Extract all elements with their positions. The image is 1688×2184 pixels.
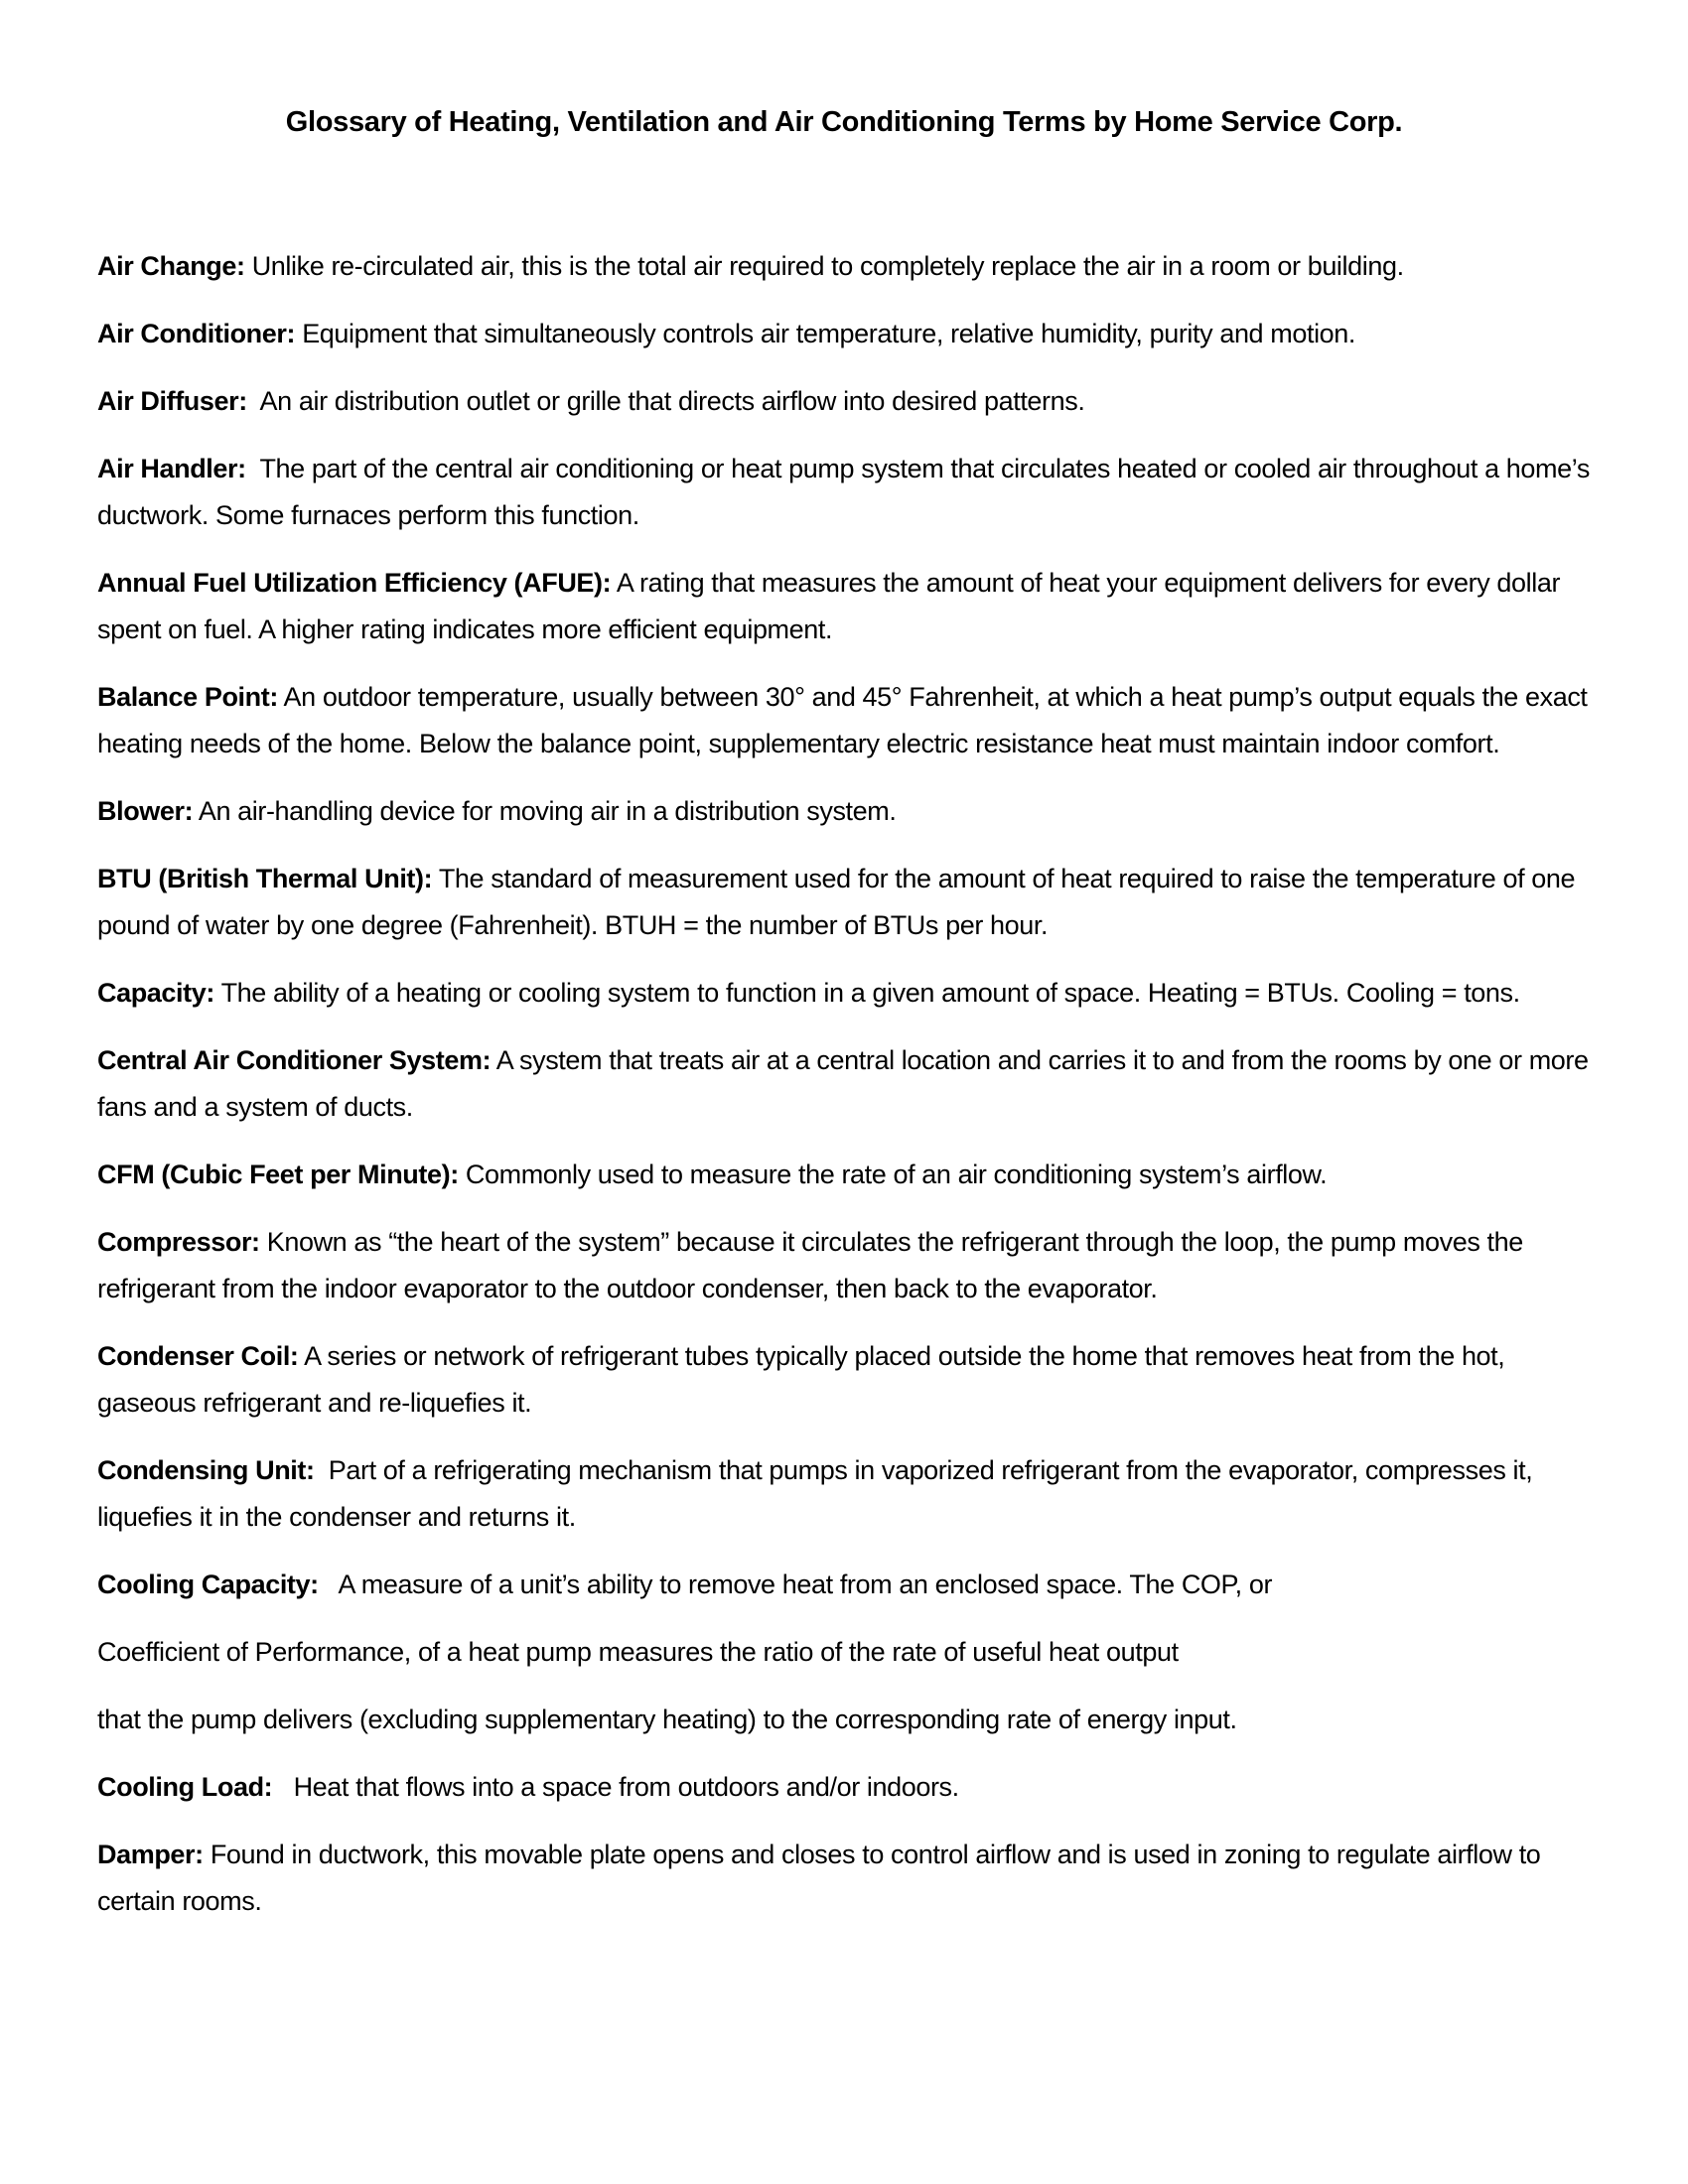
glossary-term: Air Change: [97,251,245,281]
glossary-term: BTU (British Thermal Unit): [97,864,433,893]
glossary-entry [97,243,1591,290]
glossary-entry [97,1447,1591,1541]
glossary-definition: An outdoor temperature, usually between 30° and 45° Fahrenheit, at which a heat pump’s output equals the exact heating needs of the home. Below the balance point, supplementary electric resistance heat must maintain indoor comfort. [97,682,1595,758]
glossary-definition: A system that treats air at a central location and carries it to and from the rooms by one or more fans and a system of ducts. [97,1045,1596,1122]
glossary-definition: The part of the central air conditioning or heat pump system that circulates heated or cooled air throughout a home’s ductwork. Some furnaces perform this function. [97,454,1598,530]
glossary-entry [97,446,1598,539]
glossary-definition: Coefficient of Performance, of a heat pump measures the ratio of the rate of useful heat output [97,1637,1179,1667]
glossary-entry [97,1697,1591,1743]
glossary-definition: A series or network of refrigerant tubes typically placed outside the home that removes heat from the hot, gaseous refrigerant and re-liquefies it. [97,1341,1512,1418]
glossary-entry [97,378,1591,425]
glossary-entry [97,1037,1596,1131]
glossary-definition: that the pump delivers (excluding supplementary heating) to the corresponding rate of energy input. [97,1705,1237,1734]
glossary-term: Cooling Capacity: [97,1570,319,1599]
glossary-term: Balance Point: [97,682,278,712]
glossary-entry [97,311,1591,357]
glossary-term: CFM (Cubic Feet per Minute): [97,1160,459,1189]
glossary-term: Capacity: [97,978,214,1008]
glossary-definition: A measure of a unit’s ability to remove heat from an enclosed space. The COP, or [318,1570,1273,1599]
glossary-term: Compressor: [97,1227,260,1257]
glossary-term: Air Diffuser: [97,386,247,416]
glossary-definition: An air distribution outlet or grille that directs airflow into desired patterns. [246,386,1085,416]
glossary-definition: Equipment that simultaneously controls air temperature, relative humidity, purity and motion. [295,319,1356,348]
glossary-term: Central Air Conditioner System: [97,1045,492,1075]
glossary-entry [97,1333,1591,1427]
glossary-term: Condensing Unit: [97,1455,315,1485]
glossary-definition: Found in ductwork, this movable plate opens and closes to control airflow and is used in zoning to regulate airflow to certain rooms. [97,1840,1548,1916]
glossary-term: Cooling Load: [97,1772,273,1802]
glossary-entry [97,1219,1591,1312]
glossary-definition: Unlike re-circulated air, this is the total air required to completely replace the air in a room or building. [244,251,1404,281]
glossary-definition: An air-handling device for moving air in a distribution system. [193,796,897,826]
glossary-term: Air Handler: [97,454,246,483]
glossary-definition: A rating that measures the amount of heat your equipment delivers for every dollar spent on fuel. A higher rating indicates more efficient equipment. [97,568,1568,644]
glossary-entry [97,1562,1591,1608]
glossary-definition: The ability of a heating or cooling system to function in a given amount of space. Heating = BTUs. Cooling = tons. [213,978,1520,1008]
glossary-entry [97,1764,1591,1811]
glossary-definition: Part of a refrigerating mechanism that pumps in vaporized refrigerant from the evaporator, compresses it, liquefies it in the condenser and returns it. [97,1455,1540,1532]
glossary-entry [97,1152,1591,1198]
glossary-definition: Heat that flows into a space from outdoors and/or indoors. [272,1772,959,1802]
glossary-entries [97,243,1598,1925]
glossary-term: Air Conditioner: [97,319,296,348]
glossary-entry [97,674,1595,767]
glossary-entry [97,856,1591,949]
glossary-term: Condenser Coil: [97,1341,299,1371]
glossary-term: Annual Fuel Utilization Efficiency (AFUE): [97,568,612,598]
glossary-definition: Commonly used to measure the rate of an air conditioning system’s airflow. [458,1160,1328,1189]
glossary-entry [97,560,1591,653]
glossary-definition: Known as “the heart of the system” because it circulates the refrigerant through the loop, the pump moves the refrigerant from the indoor evaporator to the outdoor condenser, then back to the evaporator. [97,1227,1530,1303]
page-title: Glossary of Heating, Ventilation and Air Conditioning Terms by Home Service Corp. [285,106,1403,138]
glossary-term: Blower: [97,796,194,826]
glossary-entry [97,1629,1591,1676]
glossary-definition: The standard of measurement used for the amount of heat required to raise the temperature of one pound of water by one degree (Fahrenheit). BTUH = the number of BTUs per hour. [97,864,1583,940]
glossary-entry [97,788,1591,835]
glossary-term: Damper: [97,1840,204,1869]
glossary-entry [97,970,1591,1017]
glossary-entry [97,1832,1591,1925]
